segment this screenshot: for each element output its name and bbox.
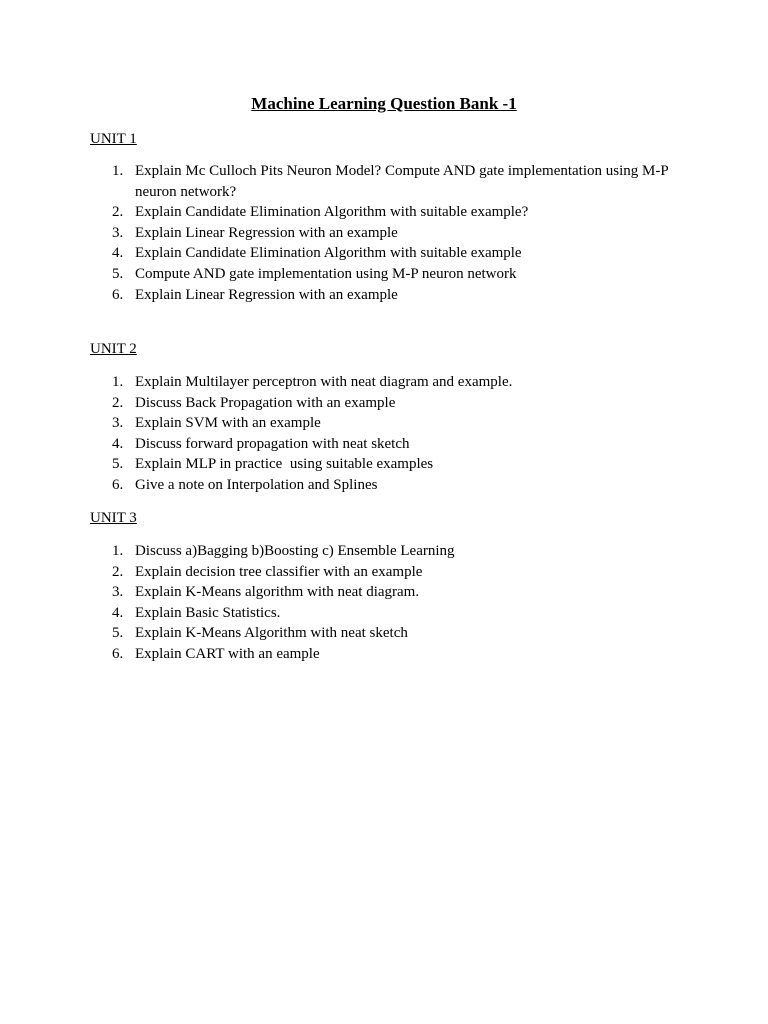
question-item (90, 243, 690, 264)
question-item (90, 454, 690, 475)
question-number: 1. (112, 543, 124, 559)
unit-2-question-list (90, 372, 690, 496)
question-number: 4. (112, 604, 124, 621)
question-text: Discuss Back Propagation with an example (135, 394, 396, 411)
question-number: 4. (112, 435, 124, 452)
question-item (90, 161, 690, 202)
question-item (90, 223, 690, 244)
question-item (90, 582, 690, 603)
question-text: Explain K-Means algorithm with neat diagram. (135, 584, 420, 601)
question-number: 6. (112, 286, 124, 303)
question-number: 3. (112, 584, 124, 601)
question-item (90, 285, 690, 306)
question-number: 2. (112, 563, 124, 580)
unit-1-question-list (90, 161, 690, 305)
question-text: Explain K-Means Algorithm with neat sketch (135, 625, 408, 642)
question-text: Explain Basic Statistics. (135, 604, 281, 621)
question-item (90, 623, 690, 644)
unit-3-heading: UNIT 3 (90, 510, 137, 526)
question-text: Explain Candidate Elimination Algorithm with suitable example? (135, 204, 529, 221)
question-number: 6. (112, 645, 124, 662)
question-text: Compute AND gate implementation using M-P neuron network (135, 265, 517, 282)
question-text: Explain Linear Regression with an example (135, 224, 398, 241)
question-item (90, 541, 690, 562)
question-item (90, 202, 690, 223)
question-item (90, 413, 690, 434)
question-number: 5. (112, 625, 124, 642)
question-item (90, 393, 690, 414)
unit-1-heading: UNIT 1 (90, 131, 137, 147)
question-item (90, 434, 690, 455)
question-text: Explain CART with an eample (135, 645, 320, 662)
question-number: 2. (112, 204, 124, 221)
question-text: Explain decision tree classifier with an example (135, 563, 423, 580)
question-text: Discuss a)Bagging b)Boosting c) Ensemble Learning (135, 543, 455, 559)
question-number: 4. (112, 245, 124, 262)
question-item (90, 372, 690, 393)
question-number: 1. (112, 374, 124, 390)
question-item (90, 475, 690, 496)
question-number: 1. (112, 163, 124, 179)
question-item (90, 644, 690, 665)
question-item (90, 603, 690, 624)
unit-3-question-list (90, 541, 690, 665)
question-item (90, 562, 690, 583)
question-number: 3. (112, 224, 124, 241)
document-title: Machine Learning Question Bank -1 (251, 94, 517, 113)
question-number: 3. (112, 415, 124, 432)
question-number: 6. (112, 476, 124, 493)
question-number: 5. (112, 265, 124, 282)
unit-2-heading: UNIT 2 (90, 341, 137, 357)
question-text: Explain Linear Regression with an example (135, 286, 398, 303)
question-text: Explain SVM with an example (135, 415, 321, 432)
question-text: Give a note on Interpolation and Splines (135, 476, 378, 493)
question-item (90, 264, 690, 285)
question-text: Discuss forward propagation with neat sketch (135, 435, 410, 452)
question-number: 2. (112, 394, 124, 411)
question-text: Explain Mc Culloch Pits Neuron Model? Compute AND gate implementation using M-P neuron network? (135, 163, 669, 200)
question-text: Explain Multilayer perceptron with neat diagram and example. (135, 374, 513, 390)
question-text: Explain Candidate Elimination Algorithm with suitable example (135, 245, 522, 262)
question-text: Explain MLP in practice using suitable examples (135, 456, 434, 473)
question-number: 5. (112, 456, 124, 473)
